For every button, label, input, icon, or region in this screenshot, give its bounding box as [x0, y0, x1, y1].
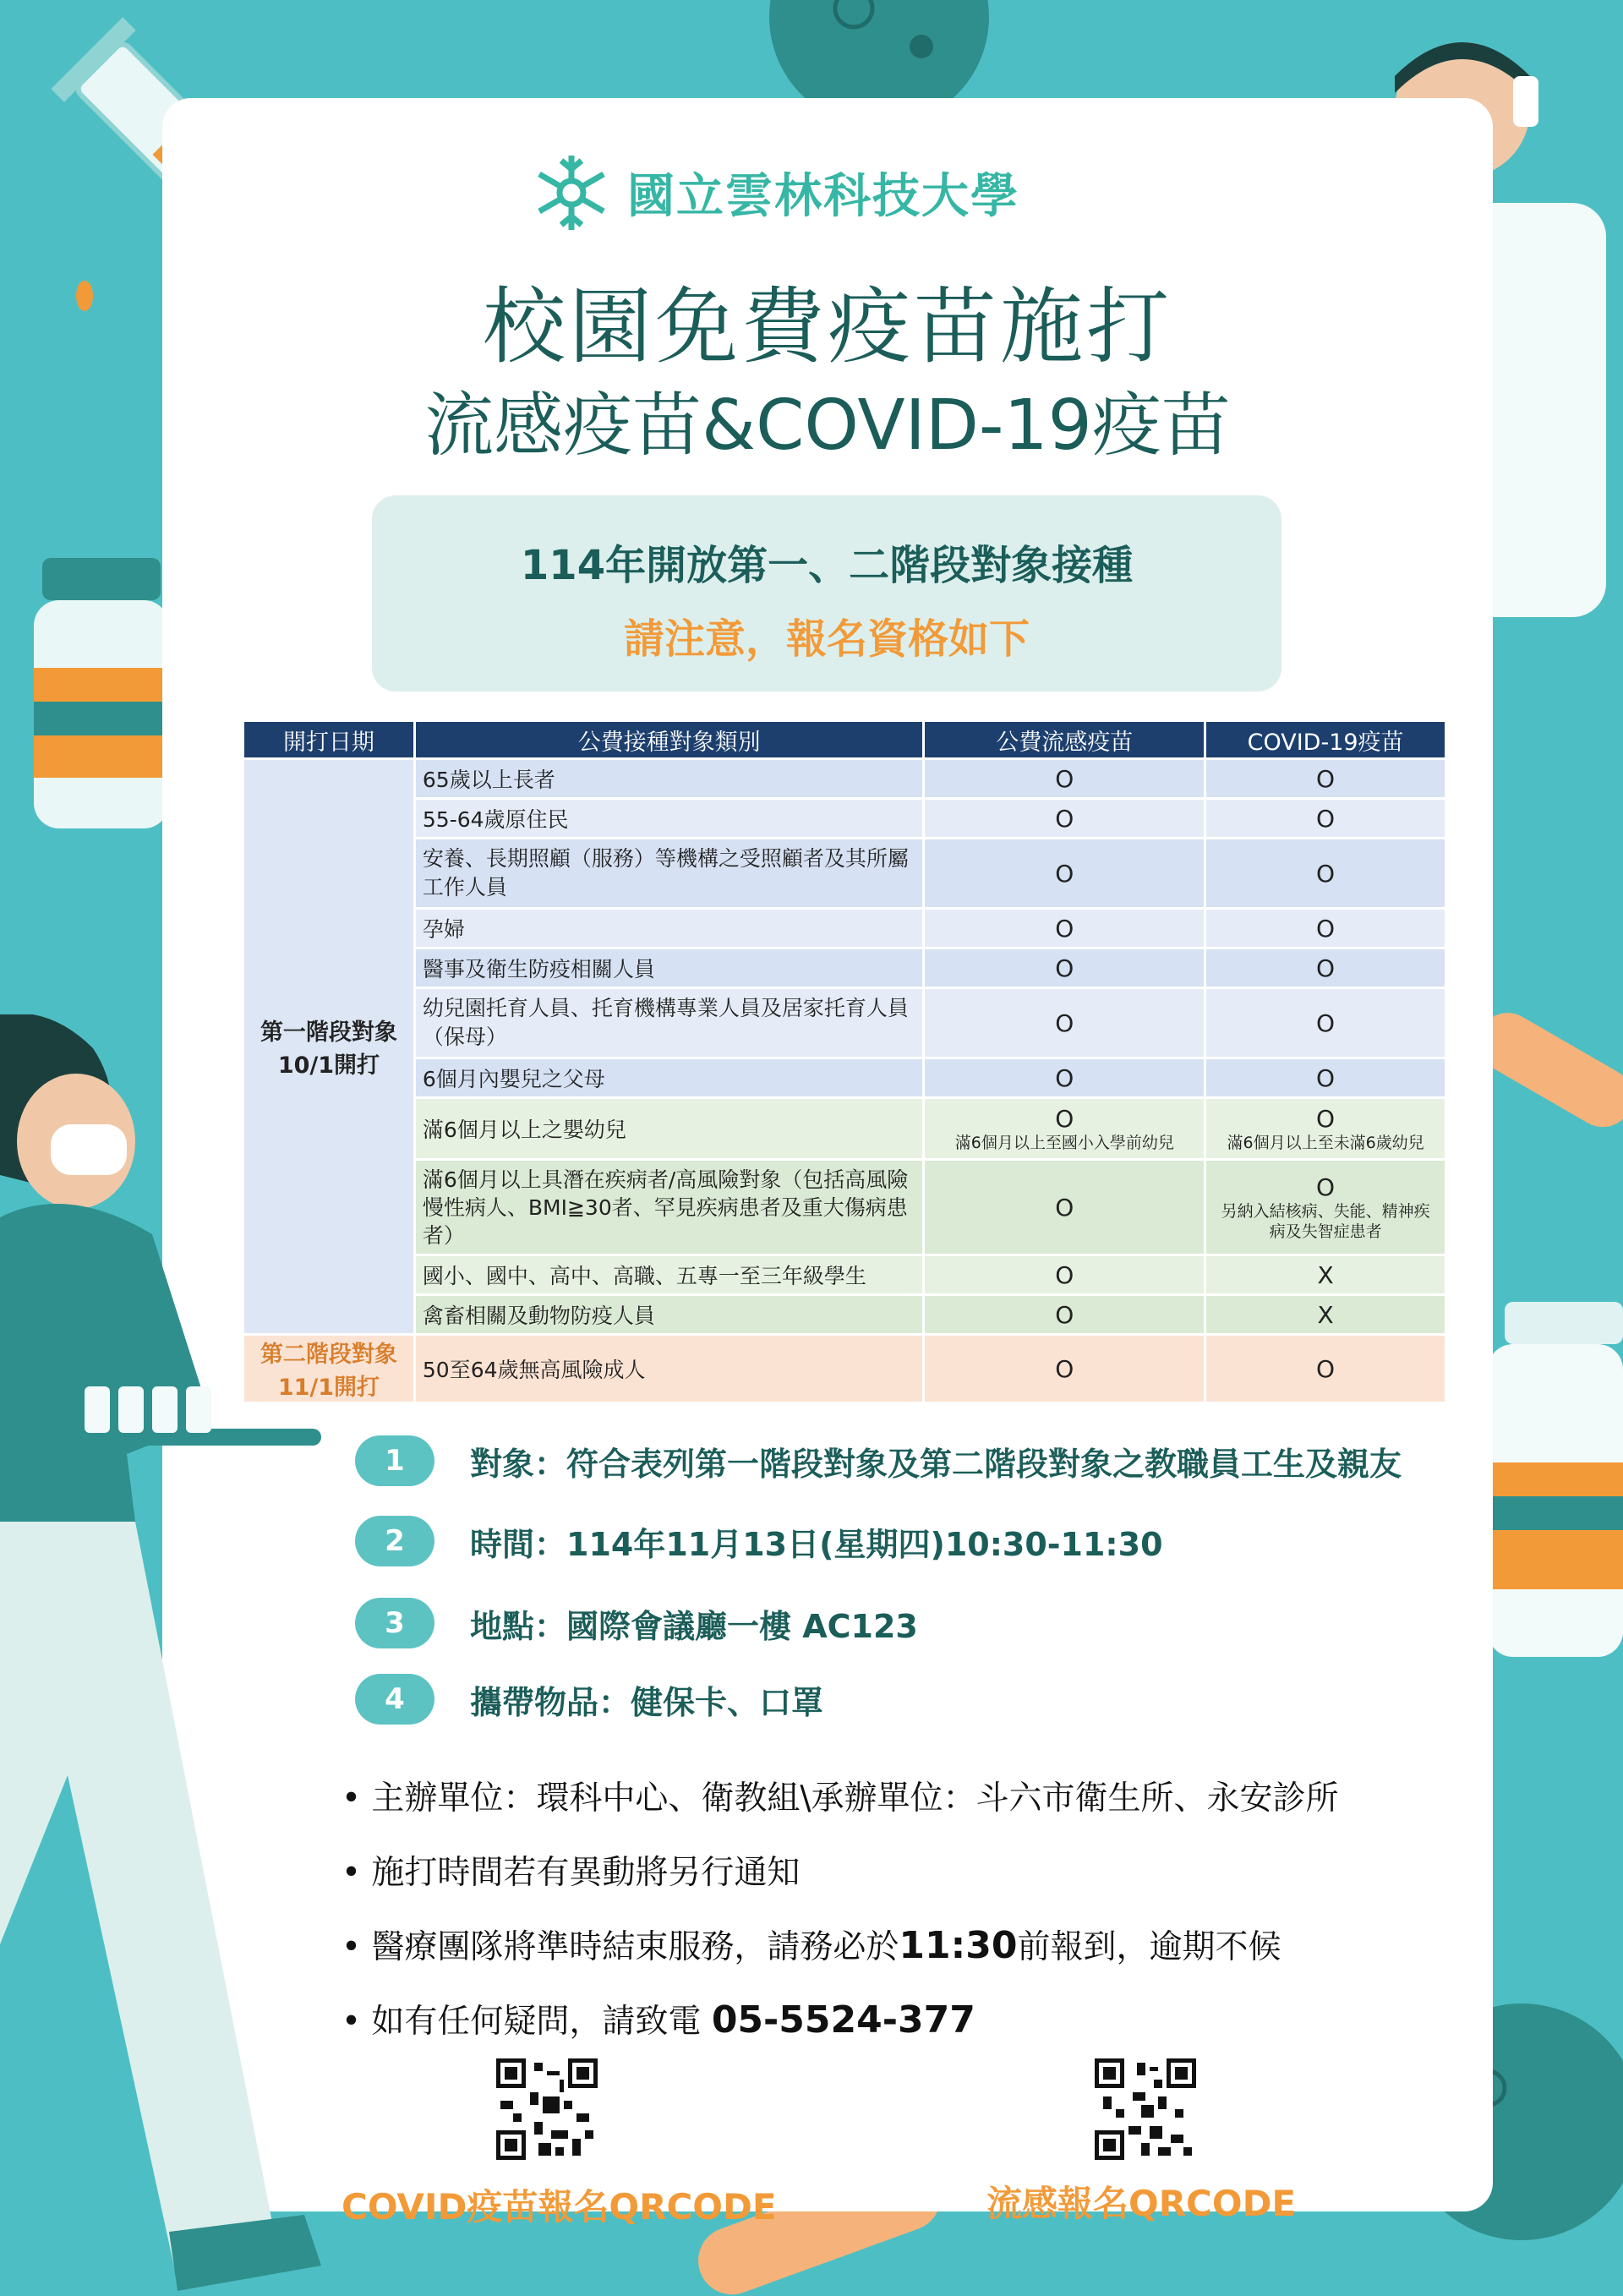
table-row — [244, 839, 1445, 907]
flu-cell: O — [925, 1296, 1204, 1333]
detail-text: 對象：符合表列第一階段對象及第二階段對象之教職員工生及親友 — [470, 1445, 1402, 1483]
target-cell: 65歲以上長者 — [416, 760, 923, 797]
flu-cell: O — [925, 1256, 1204, 1293]
flu-qr-label: 流感報名QRCODE — [986, 2183, 1297, 2224]
target-cell: 國小、國中、高中、高職、五專一至三年級學生 — [416, 1256, 923, 1293]
detail-items — [355, 1674, 823, 1725]
sub-title: 流感疫苗&COVID-19疫苗 — [424, 385, 1231, 466]
target-cell: 孕婦 — [416, 910, 923, 947]
target-cell: 滿6個月以上之嬰幼兒 — [416, 1099, 923, 1158]
covid-cell: O — [1206, 1059, 1445, 1096]
poster-card — [162, 98, 1493, 2228]
notice-box — [372, 495, 1281, 692]
step-number: 1 — [355, 1435, 434, 1486]
target-cell: 55-64歲原住民 — [416, 800, 923, 837]
covid-cell: O — [1206, 949, 1445, 987]
note-contact: • 如有任何疑問，請致電 05-5524-377 — [342, 1998, 975, 2042]
covid-note: 另納入結核病、失能、精神疾病及失智症患者 — [1221, 1201, 1430, 1241]
covid-cell: X — [1206, 1256, 1445, 1293]
flu-cell: O — [925, 839, 1204, 907]
flu-cell: O — [925, 949, 1204, 987]
covid-mark: O — [1316, 1104, 1336, 1133]
flu-cell: O — [925, 800, 1204, 837]
target-cell: 禽畜相關及動物防疫人員 — [416, 1296, 923, 1333]
covid-cell — [1206, 1099, 1445, 1158]
notice-headline: 114年開放第一、二階段對象接種 — [520, 542, 1134, 589]
phase1-label: 第一階段對象 10/1開打 — [244, 760, 413, 1333]
flu-cell: O — [925, 1161, 1204, 1254]
covid-cell: O — [1206, 760, 1445, 797]
notice-warning: 請注意，報名資格如下 — [623, 615, 1030, 663]
step-number: 2 — [355, 1516, 434, 1566]
covid-cell: X — [1206, 1296, 1445, 1333]
table-row — [244, 1059, 1445, 1096]
flu-cell: O — [925, 760, 1204, 797]
table-row — [244, 1336, 1445, 1402]
target-cell: 6個月內嬰兒之父母 — [416, 1059, 923, 1096]
eligibility-table — [242, 719, 1447, 1404]
vaccine-bottle-illustration-right — [1471, 1293, 1623, 1665]
header-flu: 公費流感疫苗 — [925, 722, 1204, 757]
university-name: 國立雲林科技大學 — [627, 169, 1019, 224]
table-header-row — [244, 722, 1445, 757]
table-row — [244, 949, 1445, 987]
university-logo — [527, 149, 1019, 237]
table-row — [244, 1256, 1445, 1293]
target-cell: 滿6個月以上具潛在疾病者/高風險對象（包括高風險慢性病人、BMI≧30者、罕見疾病患者及重大傷病患者） — [416, 1161, 923, 1254]
main-title: 校園免費疫苗施打 — [482, 279, 1172, 375]
detail-text: 攜帶物品：健保卡、口罩 — [470, 1683, 824, 1721]
detail-time — [355, 1516, 1163, 1566]
table-row — [244, 760, 1445, 797]
header-date: 開打日期 — [244, 722, 413, 757]
header-covid: COVID-19疫苗 — [1206, 722, 1445, 757]
covid-note: 滿6個月以上至未滿6歲幼兒 — [1227, 1133, 1424, 1152]
table-row — [244, 800, 1445, 837]
table-row — [244, 910, 1445, 947]
flu-qr-code[interactable] — [1090, 2054, 1200, 2164]
step-number: 3 — [355, 1598, 434, 1648]
flu-cell: O — [925, 1059, 1204, 1096]
vaccine-bottle-illustration-left — [17, 541, 186, 845]
table-row — [244, 1099, 1445, 1158]
covid-cell: O — [1206, 1336, 1445, 1402]
note-deadline: • 醫療團隊將準時結束服務，請務必於11:30前報到，逾期不候 — [342, 1924, 1281, 1967]
covid-mark: O — [1316, 1173, 1336, 1201]
contact-phone: 05-5524-377 — [711, 1998, 975, 2042]
flu-mark: O — [1055, 1104, 1074, 1133]
covid-cell: O — [1206, 839, 1445, 907]
detail-target — [355, 1435, 1402, 1486]
table-row — [244, 1161, 1445, 1254]
note-organizer: • 主辦單位：環科中心、衛教組\承辦單位：斗六市衛生所、永安診所 — [342, 1779, 1339, 1818]
flu-cell: O — [925, 910, 1204, 947]
flu-note: 滿6個月以上至國小入學前幼兒 — [954, 1133, 1174, 1152]
detail-text: 時間：114年11月13日(星期四)10:30-11:30 — [470, 1525, 1163, 1563]
flu-cell: O — [925, 1336, 1204, 1402]
table-row — [244, 1296, 1445, 1333]
target-cell: 醫事及衛生防疫相關人員 — [416, 949, 923, 987]
covid-cell: O — [1206, 989, 1445, 1057]
covid-cell: O — [1206, 800, 1445, 837]
covid-cell — [1206, 1161, 1445, 1254]
target-cell: 幼兒園托育人員、托育機構專業人員及居家托育人員（保母） — [416, 989, 923, 1057]
step-number: 4 — [355, 1674, 434, 1725]
covid-qr-code[interactable] — [492, 2054, 602, 2164]
flu-cell — [925, 1099, 1204, 1158]
phase2-label: 第二階段對象 11/1開打 — [244, 1336, 413, 1402]
covid-cell: O — [1206, 910, 1445, 947]
detail-location — [355, 1598, 918, 1648]
snowflake-logo-icon — [527, 149, 615, 237]
covid-qr-label: COVID疫苗報名QRCODE — [342, 2186, 777, 2228]
target-cell: 50至64歲無高風險成人 — [416, 1336, 923, 1402]
detail-text: 地點：國際會議廳一樓 AC123 — [470, 1607, 918, 1645]
table-row — [244, 989, 1445, 1057]
nurse-illustration — [0, 1014, 338, 2296]
target-cell: 安養、長期照顧（服務）等機構之受照顧者及其所屬工作人員 — [416, 839, 923, 907]
note-schedule-change: • 施打時間若有異動將另行通知 — [342, 1854, 801, 1892]
header-target: 公費接種對象類別 — [416, 722, 923, 757]
flu-cell: O — [925, 989, 1204, 1057]
